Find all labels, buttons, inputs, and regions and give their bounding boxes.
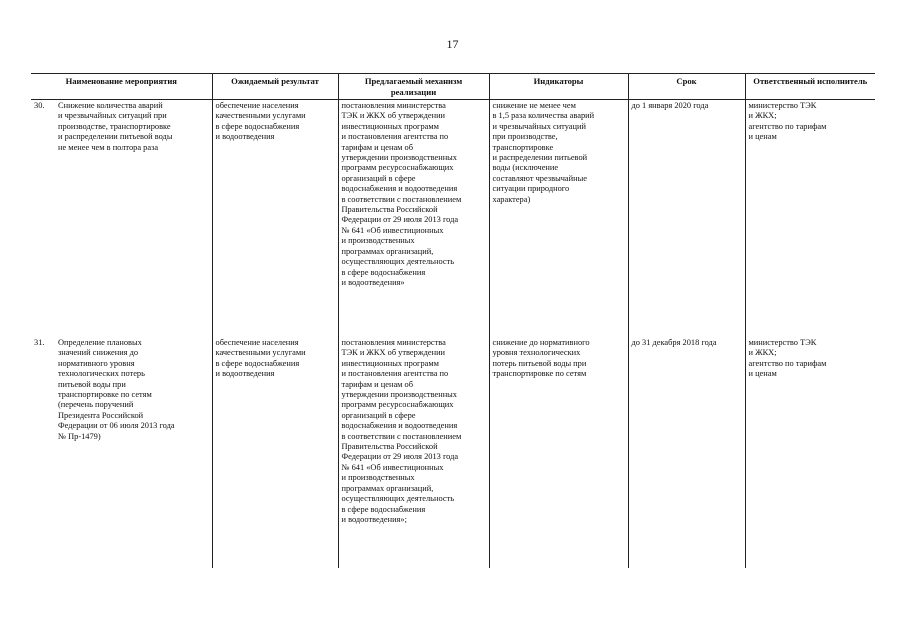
cell-measure [31, 100, 212, 338]
table-row [31, 337, 875, 568]
cell-expected-result: обеспечение населения качественными услугами в сфере водоснабжения и водоотведения [212, 100, 338, 338]
cell-measure [31, 337, 212, 568]
measures-table [31, 73, 875, 568]
row-number: 30. [34, 101, 45, 110]
cell-mechanism: постановления министерства ТЭК и ЖКХ об утверждении инвестиционных программ и постановления агентства по тарифам и ценам об утверждении производственных программ ресурсоснабжающих организаций в сфере водоснабжения и водоотведения в соответствии с постановлением Правительства Российской Федерации от 29 июля 2013 года № 641 «Об инвестиционных и производственных программах организаций, осуществляющих деятельность в сфере водоснабжения и водоотведения» [338, 100, 489, 338]
measure-name: Определение плановых значений снижения до нормативного уровня технологических потерь питьевой воды при транспортировке по сетям (перечень поручений Президента Российской Федерации от 06 июля 2013 года № Пр-1479) [58, 338, 175, 441]
table-header-row [31, 74, 875, 100]
page-number: 17 [446, 37, 459, 51]
header-term: Срок [628, 74, 745, 100]
cell-term: до 1 января 2020 года [628, 100, 745, 338]
cell-mechanism: постановления министерства ТЭК и ЖКХ об утверждении инвестиционных программ и постановления агентства по тарифам и ценам об утверждении производственных программ ресурсоснабжающих организаций в сфере водоснабжения и водоотведения в соответствии с постановлением Правительства Российской Федерации от 29 июля 2013 года № 641 «Об инвестиционных и производственных программах организаций, осуществляющих деятельность в сфере водоснабжения и водоотведения»; [338, 337, 489, 568]
header-mechanism: Предлагаемый механизм реализации [338, 74, 489, 100]
row-number: 31. [34, 338, 45, 347]
measure-name: Снижение количества аварий и чрезвычайных ситуаций при производстве, транспортировке и распределении питьевой воды не менее чем в полтора раза [58, 101, 173, 152]
cell-expected-result: обеспечение населения качественными услугами в сфере водоснабжения и водоотведения [212, 337, 338, 568]
cell-term: до 31 декабря 2018 года [628, 337, 745, 568]
table-row [31, 100, 875, 338]
header-expected-result: Ожидаемый результат [212, 74, 338, 100]
header-executor: Ответственный исполнитель [745, 74, 875, 100]
cell-executor: министерство ТЭК и ЖКХ; агентство по тарифам и ценам [745, 337, 875, 568]
cell-indicators: снижение до нормативного уровня технологических потерь питьевой воды при транспортировке по сетям [489, 337, 628, 568]
cell-indicators: снижение не менее чем в 1,5 раза количества аварий и чрезвычайных ситуаций при производстве, транспортировке и распределении питьевой воды (исключение составляют чрезвычайные ситуации природного характера) [489, 100, 628, 338]
header-measure-name: Наименование мероприятия [31, 74, 212, 100]
header-indicators: Индикаторы [489, 74, 628, 100]
cell-executor: министерство ТЭК и ЖКХ; агентство по тарифам и ценам [745, 100, 875, 338]
